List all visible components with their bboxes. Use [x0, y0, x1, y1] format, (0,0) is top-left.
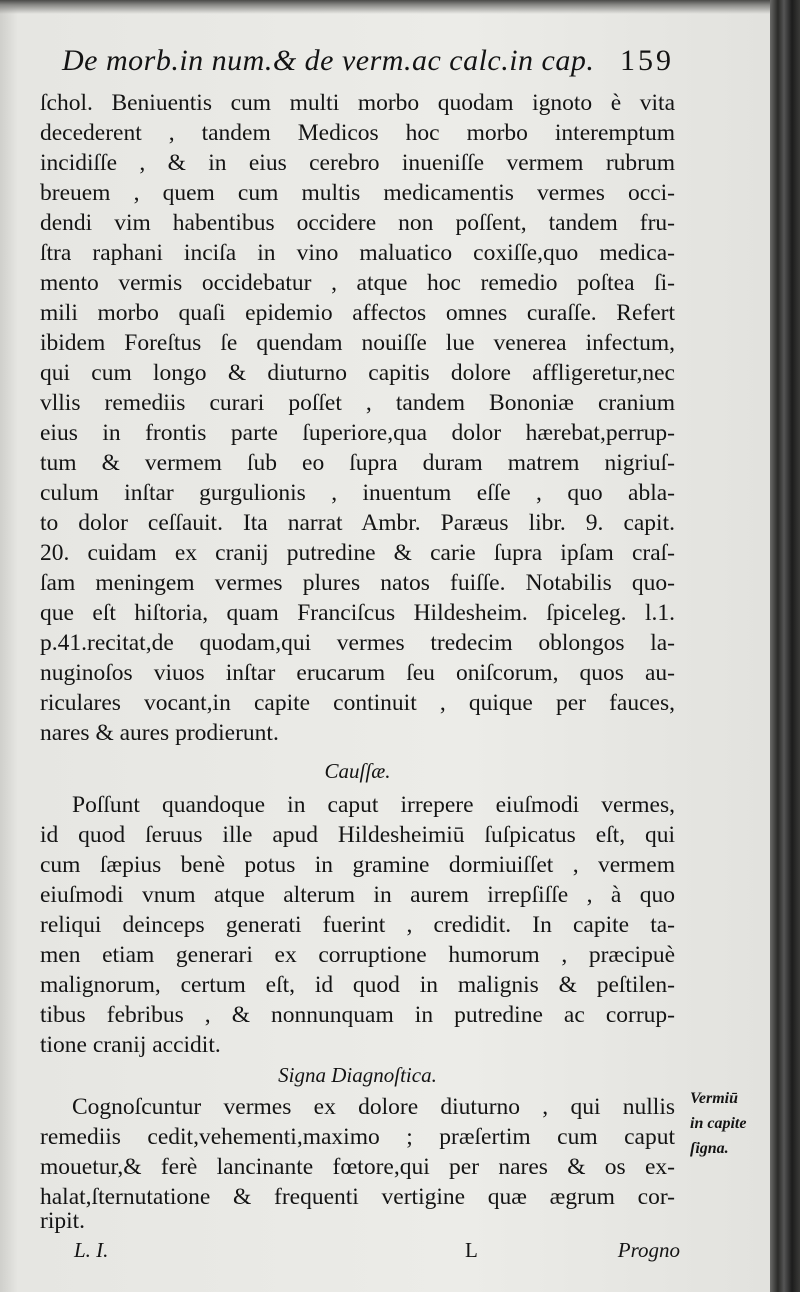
- page-top-shadow: [0, 0, 770, 14]
- text-line: id quod ſeruus ille apud Hildesheimiū ſuſpicatus eſt, qui: [40, 822, 675, 848]
- margin-note-line: ſigna.: [690, 1140, 729, 1157]
- running-header: [62, 44, 674, 84]
- text-line: dendi vim habentibus occidere non poſſent, tandem fru-: [40, 210, 675, 236]
- margin-note-line: in capite: [690, 1115, 747, 1132]
- text-line: ibidem Foreſtus ſe quendam nouiſſe lue venerea infectum,: [40, 330, 675, 356]
- page-footer: [62, 1238, 680, 1268]
- text-line: breuem , quem cum multis medicamentis vermes occi-: [40, 180, 675, 206]
- text-line: tum & vermem ſub eo ſupra duram matrem nigriuſ-: [40, 450, 675, 476]
- text-line: remediis cedit,vehementi,maximo ; præſertim cum caput: [40, 1124, 675, 1150]
- text-line: que eſt hiſtoria, quam Franciſcus Hildesheim. ſpiceleg. l.1.: [40, 600, 675, 626]
- text-line: vllis remediis curari poſſet , tandem Bononiæ cranium: [40, 390, 675, 416]
- text-line: riculares vocant,in capite continuit , quique per fauces,: [40, 690, 675, 716]
- text-line: nares & aures prodierunt.: [40, 720, 279, 746]
- catchword: Progno: [617, 1238, 680, 1262]
- text-line: 20. cuidam ex cranij putredine & carie ſupra ipſam craſ-: [40, 540, 675, 566]
- text-line: ſam meningem vermes plures natos fuiſſe. Notabilis quo-: [40, 570, 675, 596]
- text-line: tibus febribus , & nonnunquam in putredine ac corrup-: [40, 1002, 675, 1028]
- text-line: ſtra raphani inciſa in vino maluatico coxiſſe,quo medica-: [40, 240, 675, 266]
- text-line: ſchol. Beniuentis cum multi morbo quodam ignoto è vita: [40, 90, 675, 116]
- text-line: to dolor ceſſauit. Ita narrat Ambr. Paræus libr. 9. capit.: [40, 510, 675, 536]
- text-line: Poſſunt quandoque in caput irrepere eiuſmodi vermes,: [72, 792, 675, 818]
- text-line: incidiſſe , & in eius cerebro inueniſſe vermem rubrum: [40, 150, 675, 176]
- text-line: eiuſmodi vnum atque alterum in aurem irrepſiſſe , à quo: [40, 882, 675, 908]
- quire-mark: L: [465, 1238, 478, 1262]
- text-line: qui cum longo & diuturno capitis dolore affligeretur,nec: [40, 360, 675, 386]
- running-title: De morb.in num.& de verm.ac calc.in cap.: [62, 44, 595, 77]
- section-heading-signa: Signa Diagnoſtica.: [278, 1063, 437, 1087]
- text-line: malignorum, certum eſt, id quod in malignis & peſtilen-: [40, 972, 675, 998]
- text-line: nuginoſos viuos inſtar erucarum ſeu oniſcorum, quos au-: [40, 660, 675, 686]
- page-number: 159: [620, 44, 674, 77]
- text-line: ripit.: [40, 1208, 86, 1234]
- text-line: Cognoſcuntur vermes ex dolore diuturno , qui nullis: [72, 1094, 675, 1120]
- text-line: reliqui deinceps generati fuerint , credidit. In capite ta-: [40, 912, 675, 938]
- text-line: p.41.recitat,de quodam,qui vermes tredecim oblongos la-: [40, 630, 675, 656]
- text-line: men etiam generari ex corruptione humorum , præcipuè: [40, 942, 675, 968]
- text-line: tione cranij accidit.: [40, 1032, 221, 1058]
- text-line: decederent , tandem Medicos hoc morbo interemptum: [40, 120, 675, 146]
- text-line: cum ſæpius benè potus in gramine dormiuiſſet , vermem: [40, 852, 675, 878]
- text-line: mouetur,& ferè lancinante fœtore,qui per nares & os ex-: [40, 1154, 675, 1180]
- text-line: halat,ſternutatione & frequenti vertigine quæ ægrum cor-: [40, 1184, 675, 1210]
- margin-note-line: Vermiū: [690, 1090, 739, 1107]
- text-line: eius in frontis parte ſuperiore,qua dolor hærebat,perrup-: [40, 420, 675, 446]
- signature-mark: L. I.: [74, 1238, 109, 1262]
- text-line: culum inſtar gurgulionis , inuentum eſſe , quo abla-: [40, 480, 675, 506]
- margin-note: [690, 1086, 780, 1161]
- text-line: mili morbo quaſi epidemio affectos omnes curaſſe. Refert: [40, 300, 675, 326]
- section-heading-causae: Cauſſæ.: [324, 759, 391, 783]
- text-line: mento vermis occidebatur , atque hoc remedio poſtea ſi-: [40, 270, 675, 296]
